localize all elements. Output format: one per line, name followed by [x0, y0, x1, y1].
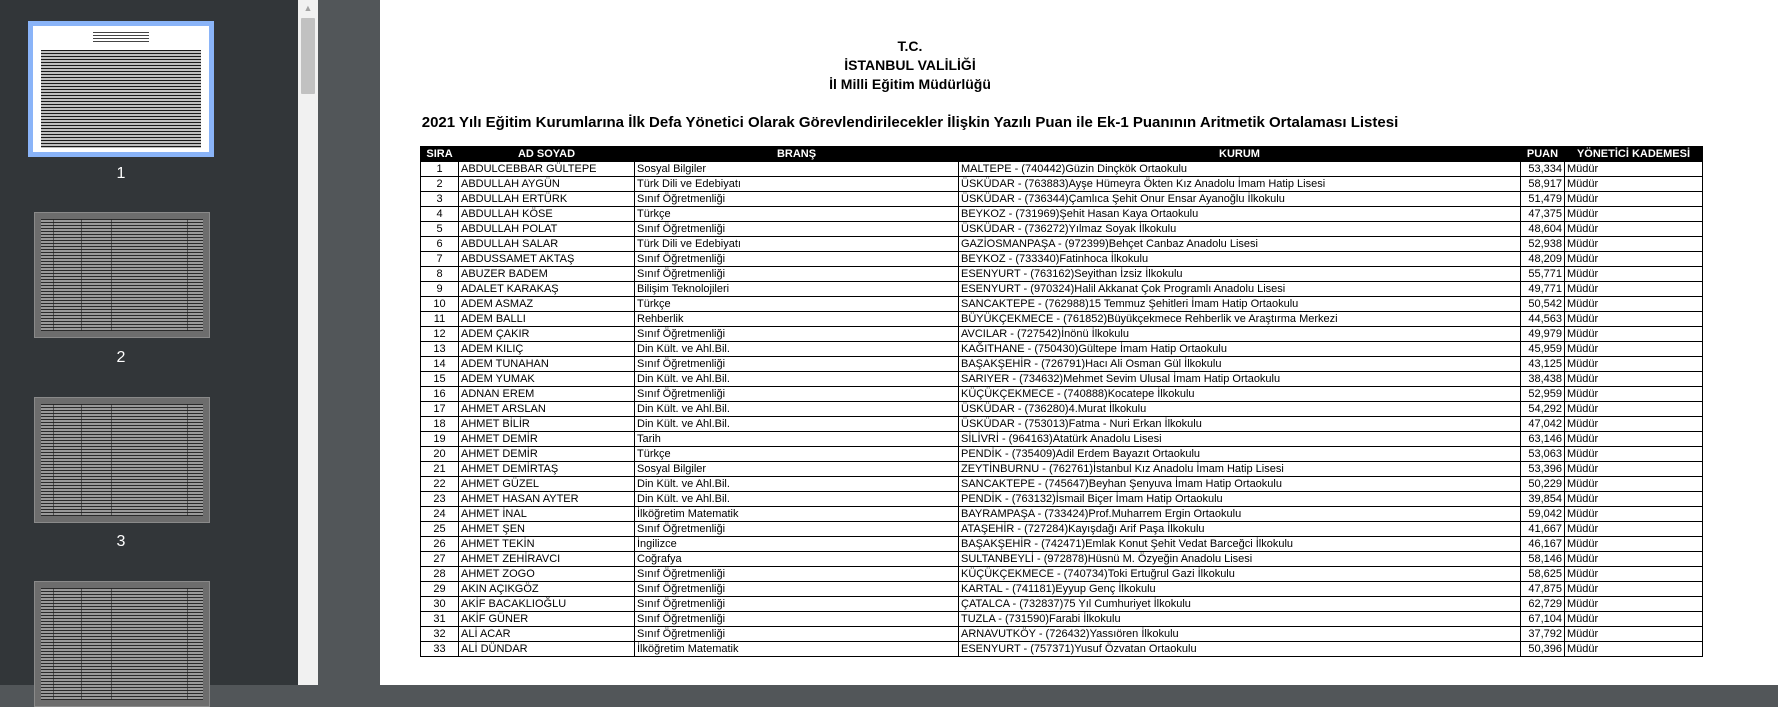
cell-ad-soyad: ADEM YUMAK	[459, 372, 635, 387]
table-row	[421, 222, 1703, 237]
cell-puan: 53,396	[1521, 462, 1565, 477]
cell-brans: İlköğretim Matematik	[635, 507, 959, 522]
cell-kurum: SANCAKTEPE - (762988)15 Temmuz Şehitleri İmam Hatip Ortaokulu	[959, 297, 1521, 312]
document-page	[380, 0, 1778, 685]
cell-brans: Sınıf Öğretmenliği	[635, 327, 959, 342]
table-row	[421, 162, 1703, 177]
cell-brans: İngilizce	[635, 537, 959, 552]
cell-sira: 15	[421, 372, 459, 387]
cell-puan: 59,042	[1521, 507, 1565, 522]
thumbnail-content	[41, 50, 201, 148]
cell-puan: 48,604	[1521, 222, 1565, 237]
cell-kurum: ÜSKÜDAR - (736344)Çamlıca Şehit Onur Ensar Ayanoğlu İlkokulu	[959, 192, 1521, 207]
table-row	[421, 492, 1703, 507]
cell-ad-soyad: ADEM ASMAZ	[459, 297, 635, 312]
cell-kurum: ATAŞEHİR - (727284)Kayışdağı Arif Paşa İlkokulu	[959, 522, 1521, 537]
column-header-brans: BRANŞ	[635, 147, 959, 162]
cell-kurum: SİLİVRİ - (964163)Atatürk Anadolu Lisesi	[959, 432, 1521, 447]
cell-brans: Rehberlik	[635, 312, 959, 327]
cell-puan: 41,667	[1521, 522, 1565, 537]
cell-yonetici-kademesi: Müdür	[1565, 432, 1703, 447]
table-row	[421, 447, 1703, 462]
cell-sira: 14	[421, 357, 459, 372]
cell-yonetici-kademesi: Müdür	[1565, 312, 1703, 327]
cell-puan: 52,959	[1521, 387, 1565, 402]
cell-yonetici-kademesi: Müdür	[1565, 597, 1703, 612]
table-row	[421, 627, 1703, 642]
page-thumbnail-2[interactable]	[34, 212, 210, 338]
cell-kurum: BEYKOZ - (731969)Şehit Hasan Kaya Ortaokulu	[959, 207, 1521, 222]
cell-brans: Sınıf Öğretmenliği	[635, 567, 959, 582]
cell-ad-soyad: AHMET ARSLAN	[459, 402, 635, 417]
cell-puan: 47,875	[1521, 582, 1565, 597]
cell-yonetici-kademesi: Müdür	[1565, 237, 1703, 252]
cell-ad-soyad: ABDULLAH KÖSE	[459, 207, 635, 222]
cell-puan: 58,917	[1521, 177, 1565, 192]
cell-sira: 21	[421, 462, 459, 477]
table-row	[421, 552, 1703, 567]
cell-puan: 50,396	[1521, 642, 1565, 657]
cell-sira: 17	[421, 402, 459, 417]
cell-yonetici-kademesi: Müdür	[1565, 627, 1703, 642]
cell-sira: 4	[421, 207, 459, 222]
cell-yonetici-kademesi: Müdür	[1565, 357, 1703, 372]
cell-yonetici-kademesi: Müdür	[1565, 402, 1703, 417]
cell-brans: Din Kült. ve Ahl.Bil.	[635, 477, 959, 492]
thumbnail-columns	[41, 219, 203, 331]
cell-sira: 7	[421, 252, 459, 267]
cell-puan: 45,959	[1521, 342, 1565, 357]
cell-sira: 6	[421, 237, 459, 252]
table-row	[421, 207, 1703, 222]
cell-yonetici-kademesi: Müdür	[1565, 267, 1703, 282]
cell-brans: Türk Dili ve Edebiyatı	[635, 237, 959, 252]
table-row	[421, 267, 1703, 282]
cell-brans: Sınıf Öğretmenliği	[635, 222, 959, 237]
cell-kurum: BEYKOZ - (733340)Fatinhoca İlkokulu	[959, 252, 1521, 267]
cell-puan: 49,771	[1521, 282, 1565, 297]
cell-brans: Tarih	[635, 432, 959, 447]
table-row	[421, 537, 1703, 552]
cell-kurum: ESENYURT - (970324)Halil Akkanat Çok Programlı Anadolu Lisesi	[959, 282, 1521, 297]
table-row	[421, 177, 1703, 192]
cell-brans: İlköğretim Matematik	[635, 642, 959, 657]
cell-sira: 8	[421, 267, 459, 282]
cell-kurum: PENDİK - (763132)İsmail Biçer İmam Hatip Ortaokulu	[959, 492, 1521, 507]
cell-yonetici-kademesi: Müdür	[1565, 417, 1703, 432]
cell-brans: Sosyal Bilgiler	[635, 462, 959, 477]
cell-sira: 12	[421, 327, 459, 342]
cell-yonetici-kademesi: Müdür	[1565, 192, 1703, 207]
cell-sira: 27	[421, 552, 459, 567]
cell-kurum: PENDİK - (735409)Adil Erdem Bayazıt Ortaokulu	[959, 447, 1521, 462]
cell-brans: Din Kült. ve Ahl.Bil.	[635, 342, 959, 357]
cell-ad-soyad: ABDULLAH POLAT	[459, 222, 635, 237]
cell-ad-soyad: AHMET DEMİR	[459, 432, 635, 447]
cell-brans: Türkçe	[635, 207, 959, 222]
cell-sira: 22	[421, 477, 459, 492]
cell-brans: Türkçe	[635, 447, 959, 462]
cell-ad-soyad: AKIN AÇIKGÖZ	[459, 582, 635, 597]
cell-ad-soyad: ADNAN EREM	[459, 387, 635, 402]
cell-ad-soyad: ALİ ACAR	[459, 627, 635, 642]
cell-brans: Din Kült. ve Ahl.Bil.	[635, 402, 959, 417]
cell-brans: Sınıf Öğretmenliği	[635, 252, 959, 267]
cell-puan: 58,625	[1521, 567, 1565, 582]
cell-sira: 26	[421, 537, 459, 552]
table-row	[421, 522, 1703, 537]
cell-puan: 63,146	[1521, 432, 1565, 447]
cell-kurum: ÜSKÜDAR - (753013)Fatma - Nuri Erkan İlkokulu	[959, 417, 1521, 432]
cell-ad-soyad: ABDULLAH AYGÜN	[459, 177, 635, 192]
cell-kurum: ÜSKÜDAR - (763883)Ayşe Hümeyra Ökten Kız Anadolu İmam Hatip Lisesi	[959, 177, 1521, 192]
cell-brans: Sınıf Öğretmenliği	[635, 612, 959, 627]
page-thumbnail-2-label: 2	[116, 349, 126, 366]
cell-yonetici-kademesi: Müdür	[1565, 537, 1703, 552]
document-title: 2021 Yılı Eğitim Kurumlarına İlk Defa Yönetici Olarak Görevlendirilecekler İlişkin Yazılı Puan ile Ek-1 Puanının Aritmetik Ortalaması Listesi	[421, 114, 1399, 131]
cell-sira: 33	[421, 642, 459, 657]
cell-yonetici-kademesi: Müdür	[1565, 492, 1703, 507]
cell-yonetici-kademesi: Müdür	[1565, 447, 1703, 462]
table-row	[421, 582, 1703, 597]
cell-puan: 62,729	[1521, 597, 1565, 612]
results-table	[420, 146, 1703, 657]
cell-brans: Sosyal Bilgiler	[635, 162, 959, 177]
cell-puan: 53,334	[1521, 162, 1565, 177]
cell-ad-soyad: ALİ DÜNDAR	[459, 642, 635, 657]
table-row	[421, 597, 1703, 612]
cell-sira: 28	[421, 567, 459, 582]
header-tc: T.C.	[897, 38, 923, 54]
cell-brans: Din Kült. ve Ahl.Bil.	[635, 372, 959, 387]
cell-sira: 29	[421, 582, 459, 597]
cell-ad-soyad: ABDULLAH ERTÜRK	[459, 192, 635, 207]
cell-yonetici-kademesi: Müdür	[1565, 582, 1703, 597]
table-row	[421, 372, 1703, 387]
cell-brans: Sınıf Öğretmenliği	[635, 597, 959, 612]
cell-kurum: KÜÇÜKÇEKMECE - (740888)Kocatepe İlkokulu	[959, 387, 1521, 402]
cell-puan: 50,542	[1521, 297, 1565, 312]
cell-kurum: BAŞAKŞEHİR - (726791)Hacı Ali Osman Gül İlkokulu	[959, 357, 1521, 372]
cell-yonetici-kademesi: Müdür	[1565, 177, 1703, 192]
cell-yonetici-kademesi: Müdür	[1565, 162, 1703, 177]
cell-puan: 53,063	[1521, 447, 1565, 462]
cell-ad-soyad: AHMET ZEHİRAVCI	[459, 552, 635, 567]
cell-sira: 23	[421, 492, 459, 507]
cell-ad-soyad: AHMET BİLİR	[459, 417, 635, 432]
cell-ad-soyad: AHMET HASAN AYTER	[459, 492, 635, 507]
cell-sira: 31	[421, 612, 459, 627]
cell-ad-soyad: ADEM BALLI	[459, 312, 635, 327]
cell-ad-soyad: AHMET GÜZEL	[459, 477, 635, 492]
cell-ad-soyad: AKİF GÜNER	[459, 612, 635, 627]
table-row	[421, 297, 1703, 312]
page-thumbnail-1-label: 1	[116, 165, 126, 182]
cell-sira: 13	[421, 342, 459, 357]
cell-sira: 3	[421, 192, 459, 207]
table-row	[421, 237, 1703, 252]
table-row	[421, 507, 1703, 522]
cell-yonetici-kademesi: Müdür	[1565, 462, 1703, 477]
cell-kurum: KARTAL - (741181)Eyyup Genç İlkokulu	[959, 582, 1521, 597]
thumbnail-sidebar	[0, 0, 298, 685]
cell-sira: 30	[421, 597, 459, 612]
cell-puan: 38,438	[1521, 372, 1565, 387]
cell-kurum: KAĞITHANE - (750430)Gültepe İmam Hatip Ortaokulu	[959, 342, 1521, 357]
cell-ad-soyad: AHMET DEMİR	[459, 447, 635, 462]
cell-brans: Sınıf Öğretmenliği	[635, 387, 959, 402]
cell-puan: 37,792	[1521, 627, 1565, 642]
cell-sira: 11	[421, 312, 459, 327]
table-row	[421, 642, 1703, 657]
cell-sira: 18	[421, 417, 459, 432]
cell-puan: 54,292	[1521, 402, 1565, 417]
cell-ad-soyad: ABUZER BADEM	[459, 267, 635, 282]
cell-kurum: SARIYER - (734632)Mehmet Sevim Ulusal İmam Hatip Ortaokulu	[959, 372, 1521, 387]
cell-brans: Din Kült. ve Ahl.Bil.	[635, 417, 959, 432]
cell-yonetici-kademesi: Müdür	[1565, 252, 1703, 267]
cell-kurum: SULTANBEYLİ - (972878)Hüsnü M. Özyeğin Anadolu Lisesi	[959, 552, 1521, 567]
table-row	[421, 252, 1703, 267]
column-header-puan: PUAN	[1521, 147, 1565, 162]
thumbnail-columns	[41, 404, 203, 516]
table-row	[421, 462, 1703, 477]
table-row	[421, 612, 1703, 627]
thumbnail-scrollbar[interactable]	[298, 0, 318, 685]
page-thumbnail-4[interactable]	[34, 581, 210, 707]
cell-kurum: SANCAKTEPE - (745647)Beyhan Şenyuva İmam Hatip Ortaokulu	[959, 477, 1521, 492]
scroll-up-arrow-icon[interactable]: ▲	[303, 3, 313, 13]
cell-ad-soyad: ADEM TUNAHAN	[459, 357, 635, 372]
cell-brans: Sınıf Öğretmenliği	[635, 627, 959, 642]
scrollbar-thumb[interactable]	[301, 18, 315, 94]
table-row	[421, 312, 1703, 327]
cell-puan: 51,479	[1521, 192, 1565, 207]
cell-sira: 16	[421, 387, 459, 402]
header-mudurluk: İl Milli Eğitim Müdürlüğü	[829, 76, 991, 92]
cell-puan: 49,979	[1521, 327, 1565, 342]
cell-sira: 1	[421, 162, 459, 177]
header-valilik: İSTANBUL VALİLİĞİ	[844, 57, 976, 73]
cell-kurum: TUZLA - (731590)Farabi İlkokulu	[959, 612, 1521, 627]
cell-kurum: MALTEPE - (740442)Güzin Dinçkök Ortaokulu	[959, 162, 1521, 177]
cell-brans: Sınıf Öğretmenliği	[635, 357, 959, 372]
cell-brans: Sınıf Öğretmenliği	[635, 267, 959, 282]
cell-kurum: ESENYURT - (763162)Seyithan İzsiz İlkokulu	[959, 267, 1521, 282]
cell-kurum: BAYRAMPAŞA - (733424)Prof.Muharrem Ergin Ortaokulu	[959, 507, 1521, 522]
cell-kurum: ÇATALCA - (732837)75 Yıl Cumhuriyet İlkokulu	[959, 597, 1521, 612]
cell-yonetici-kademesi: Müdür	[1565, 522, 1703, 537]
cell-brans: Din Kült. ve Ahl.Bil.	[635, 492, 959, 507]
cell-yonetici-kademesi: Müdür	[1565, 387, 1703, 402]
page-thumbnail-3-label: 3	[116, 533, 126, 550]
cell-puan: 43,125	[1521, 357, 1565, 372]
cell-sira: 10	[421, 297, 459, 312]
cell-brans: Bilişim Teknolojileri	[635, 282, 959, 297]
cell-puan: 67,104	[1521, 612, 1565, 627]
cell-brans: Sınıf Öğretmenliği	[635, 582, 959, 597]
cell-ad-soyad: AKİF BACAKLIOĞLU	[459, 597, 635, 612]
table-row	[421, 417, 1703, 432]
table-row	[421, 357, 1703, 372]
cell-kurum: ÜSKÜDAR - (736280)4.Murat İlkokulu	[959, 402, 1521, 417]
cell-sira: 32	[421, 627, 459, 642]
cell-ad-soyad: AHMET ZOGO	[459, 567, 635, 582]
cell-puan: 44,563	[1521, 312, 1565, 327]
column-header-ad-soyad: AD SOYAD	[459, 147, 635, 162]
page-thumbnail-3[interactable]	[34, 397, 210, 523]
cell-ad-soyad: ABDULLAH SALAR	[459, 237, 635, 252]
cell-yonetici-kademesi: Müdür	[1565, 207, 1703, 222]
cell-ad-soyad: AHMET TEKİN	[459, 537, 635, 552]
column-header-sira: SIRA	[421, 147, 459, 162]
table-row	[421, 342, 1703, 357]
cell-yonetici-kademesi: Müdür	[1565, 642, 1703, 657]
cell-ad-soyad: ABDULCEBBAR GÜLTEPE	[459, 162, 635, 177]
cell-yonetici-kademesi: Müdür	[1565, 507, 1703, 522]
cell-yonetici-kademesi: Müdür	[1565, 372, 1703, 387]
cell-sira: 2	[421, 177, 459, 192]
cell-sira: 20	[421, 447, 459, 462]
column-header-yonetici-kademesi: YÖNETİCİ KADEMESİ	[1565, 147, 1703, 162]
cell-kurum: ÜSKÜDAR - (736272)Yılmaz Soyak İlkokulu	[959, 222, 1521, 237]
column-header-kurum: KURUM	[959, 147, 1521, 162]
cell-yonetici-kademesi: Müdür	[1565, 342, 1703, 357]
cell-ad-soyad: ADEM KILIÇ	[459, 342, 635, 357]
table-row	[421, 432, 1703, 447]
cell-yonetici-kademesi: Müdür	[1565, 282, 1703, 297]
cell-sira: 24	[421, 507, 459, 522]
cell-puan: 47,375	[1521, 207, 1565, 222]
cell-ad-soyad: ABDUSSAMET AKTAŞ	[459, 252, 635, 267]
cell-yonetici-kademesi: Müdür	[1565, 567, 1703, 582]
cell-yonetici-kademesi: Müdür	[1565, 327, 1703, 342]
cell-kurum: ZEYTİNBURNU - (762761)İstanbul Kız Anadolu İmam Hatip Lisesi	[959, 462, 1521, 477]
cell-ad-soyad: AHMET DEMİRTAŞ	[459, 462, 635, 477]
table-row	[421, 567, 1703, 582]
cell-brans: Türk Dili ve Edebiyatı	[635, 177, 959, 192]
thumbnail-header	[93, 32, 149, 44]
table-row	[421, 327, 1703, 342]
cell-puan: 52,938	[1521, 237, 1565, 252]
cell-puan: 50,229	[1521, 477, 1565, 492]
cell-yonetici-kademesi: Müdür	[1565, 552, 1703, 567]
table-body	[421, 162, 1703, 657]
cell-brans: Sınıf Öğretmenliği	[635, 192, 959, 207]
cell-puan: 39,854	[1521, 492, 1565, 507]
table-row	[421, 477, 1703, 492]
table-header-row	[421, 147, 1703, 162]
cell-puan: 48,209	[1521, 252, 1565, 267]
cell-kurum: BÜYÜKÇEKMECE - (761852)Büyükçekmece Rehberlik ve Araştırma Merkezi	[959, 312, 1521, 327]
cell-puan: 46,167	[1521, 537, 1565, 552]
table-row	[421, 282, 1703, 297]
cell-sira: 9	[421, 282, 459, 297]
cell-kurum: ESENYURT - (757371)Yusuf Özvatan Ortaokulu	[959, 642, 1521, 657]
cell-brans: Coğrafya	[635, 552, 959, 567]
cell-kurum: BAŞAKŞEHİR - (742471)Emlak Konut Şehit Vedat Barceğci İlkokulu	[959, 537, 1521, 552]
cell-ad-soyad: AHMET İNAL	[459, 507, 635, 522]
cell-ad-soyad: ADALET KARAKAŞ	[459, 282, 635, 297]
thumbnail-columns	[41, 588, 203, 700]
table-row	[421, 402, 1703, 417]
page-thumbnail-1[interactable]	[28, 21, 214, 157]
cell-yonetici-kademesi: Müdür	[1565, 612, 1703, 627]
cell-kurum: GAZİOSMANPAŞA - (972399)Behçet Canbaz Anadolu Lisesi	[959, 237, 1521, 252]
cell-sira: 19	[421, 432, 459, 447]
cell-yonetici-kademesi: Müdür	[1565, 477, 1703, 492]
cell-ad-soyad: ADEM ÇAKIR	[459, 327, 635, 342]
cell-brans: Türkçe	[635, 297, 959, 312]
cell-puan: 47,042	[1521, 417, 1565, 432]
cell-kurum: ARNAVUTKÖY - (726432)Yassıören İlkokulu	[959, 627, 1521, 642]
cell-puan: 55,771	[1521, 267, 1565, 282]
table-row	[421, 192, 1703, 207]
table-row	[421, 387, 1703, 402]
cell-kurum: KÜÇÜKÇEKMECE - (740734)Toki Ertuğrul Gazi İlkokulu	[959, 567, 1521, 582]
cell-yonetici-kademesi: Müdür	[1565, 297, 1703, 312]
cell-brans: Sınıf Öğretmenliği	[635, 522, 959, 537]
cell-yonetici-kademesi: Müdür	[1565, 222, 1703, 237]
cell-kurum: AVCILAR - (727542)İnönü İlkokulu	[959, 327, 1521, 342]
cell-sira: 25	[421, 522, 459, 537]
cell-sira: 5	[421, 222, 459, 237]
cell-puan: 58,146	[1521, 552, 1565, 567]
cell-ad-soyad: AHMET ŞEN	[459, 522, 635, 537]
